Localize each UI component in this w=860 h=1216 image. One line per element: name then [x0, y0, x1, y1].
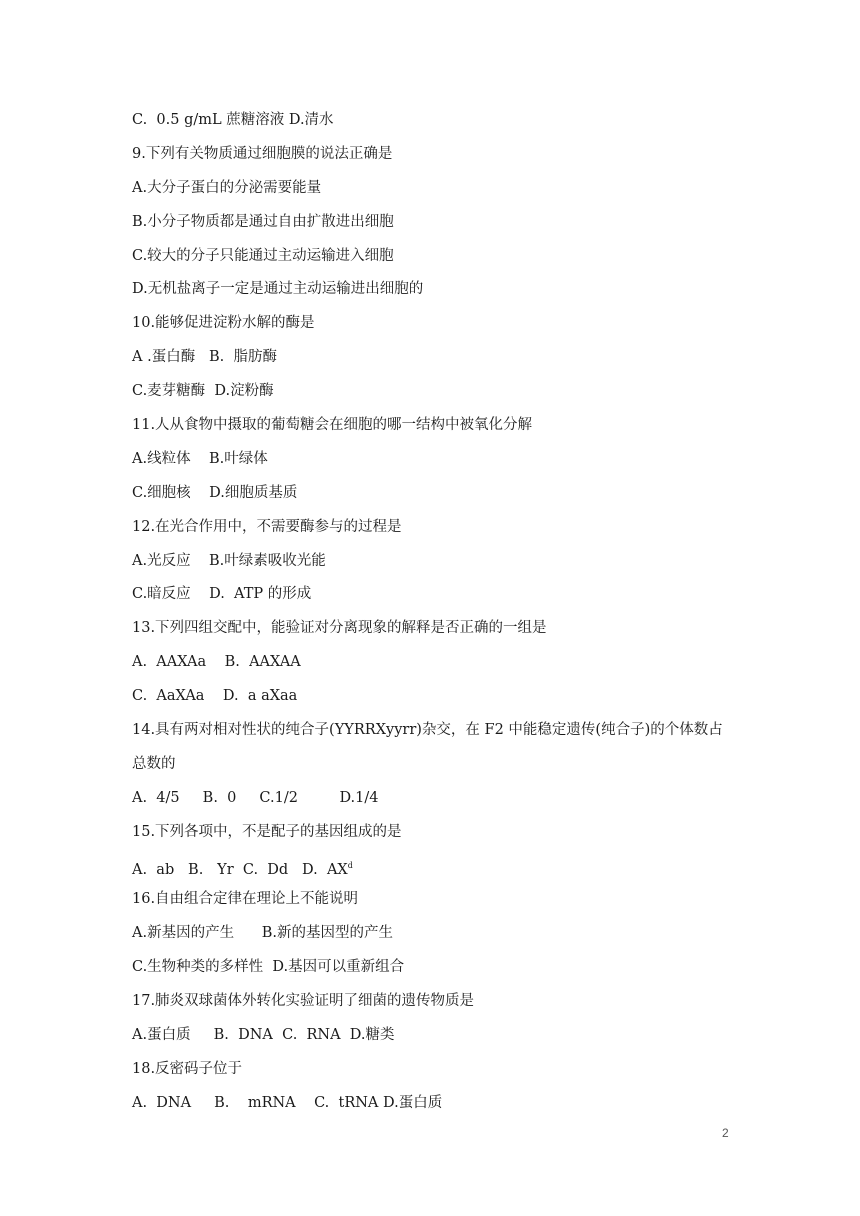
answer-options: C.生物种类的多样性 D.基因可以重新组合 [132, 959, 405, 976]
page-number: 2 [722, 1126, 729, 1140]
question-stem: 12.在光合作用中，不需要酶参与的过程是 [132, 518, 402, 535]
question-stem: 10.能够促进淀粉水解的酶是 [132, 315, 315, 332]
question-stem: 14.具有两对相对性状的纯合子(YYRRXyyrr)杂交，在 F2 中能稳定遗传(纯合子)的个体数占 [132, 722, 723, 739]
answer-options: C. AaXAa D. a aXaa [132, 688, 298, 705]
answer-options: C.细胞核 D.细胞质基质 [132, 484, 298, 501]
question-stem: 13.下列四组交配中，能验证对分离现象的解释是否正确的一组是 [132, 620, 547, 637]
question-stem: 15.下列各项中，不是配子的基因组成的是 [132, 823, 402, 840]
answer-options: A.蛋白质 B. DNA C. RNA D.糖类 [132, 1027, 395, 1044]
answer-options: A.线粒体 B.叶绿体 [132, 450, 268, 467]
answer-options: A.光反应 B.叶绿素吸收光能 [132, 552, 326, 569]
answer-options: C.麦芽糖酶 D.淀粉酶 [132, 383, 274, 400]
answer-options: A.新基因的产生 B.新的基因型的产生 [132, 925, 393, 942]
answer-option: B.小分子物质都是通过自由扩散进出细胞 [132, 213, 394, 230]
question-stem-continued: 总数的 [132, 755, 176, 772]
question-stem: 17.肺炎双球菌体外转化实验证明了细菌的遗传物质是 [132, 993, 475, 1010]
answer-options: A .蛋白酶 B. 脂肪酶 [132, 349, 277, 366]
answer-options: A. AAXAa B. AAXAA [132, 654, 301, 671]
question-stem: 18.反密码子位于 [132, 1060, 243, 1077]
answer-options: A. DNA B. mRNA C. tRNA D.蛋白质 [132, 1094, 443, 1111]
superscript: d [347, 860, 353, 870]
text-line: C. 0.5 g/mL 蔗糖溶液 D.清水 [132, 112, 334, 128]
question-stem: 16.自由组合定律在理论上不能说明 [132, 891, 359, 908]
question-stem: 11.人从食物中摄取的葡萄糖会在细胞的哪一结构中被氧化分解 [132, 417, 533, 434]
answer-options [132, 853, 752, 887]
answer-options: C.暗反应 D. ATP 的形成 [132, 586, 312, 603]
answer-option: D.无机盐离子一定是通过主动运输进出细胞的 [132, 281, 424, 298]
question-list [132, 107, 752, 1124]
answer-option: C.较大的分子只能通过主动运输进入细胞 [132, 247, 394, 264]
answer-options: A. 4/5 B. 0 C.1/2 D.1/4 [132, 789, 379, 806]
answer-option: A.大分子蛋白的分泌需要能量 [132, 179, 322, 196]
question-stem: 9.下列有关物质通过细胞膜的说法正确是 [132, 145, 393, 162]
answer-options-text: A. ab B. Yr C. Dd D. AX [132, 861, 348, 878]
